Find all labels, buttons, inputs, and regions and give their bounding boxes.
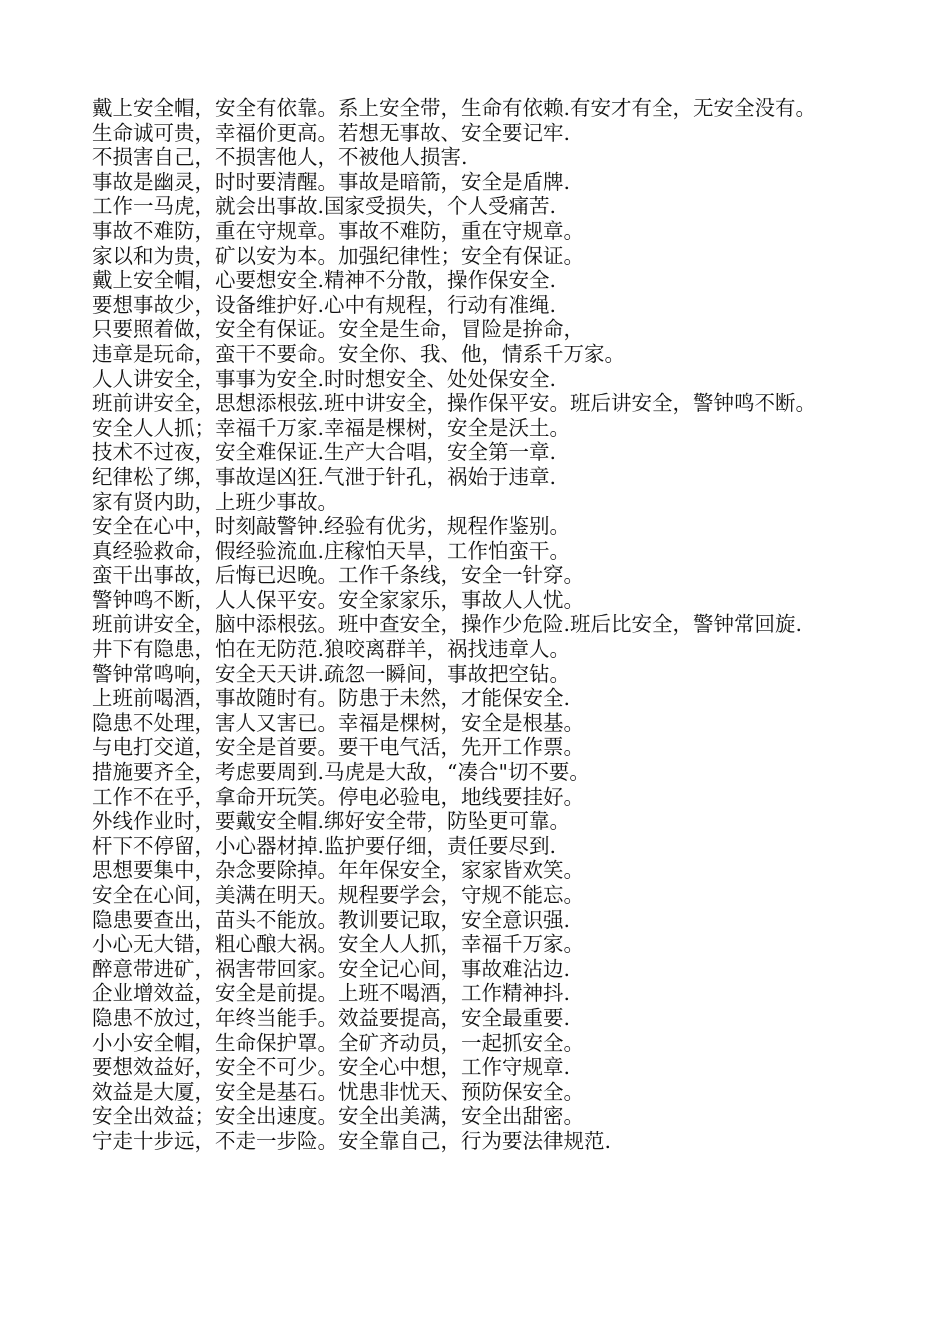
slogan-line: 安全人人抓；幸福千万家.幸福是棵树，安全是沃土。 [92, 415, 571, 440]
slogan-line: 戴上安全帽，安全有依靠。系上安全带，生命有依赖.有安才有全，无安全没有。 [92, 96, 817, 120]
slogan-line: 上班前喝酒，事故随时有。防患于未然，才能保安全. [92, 686, 571, 711]
slogan-line: 戴上安全帽，心要想安全.精神不分散，操作保安全. [92, 268, 557, 293]
slogan-line: 小心无大错，粗心酿大祸。安全人人抓，幸福千万家。 [92, 932, 584, 957]
slogan-line: 安全在心间，美满在明天。规程要学会，守规不能忘。 [92, 883, 584, 907]
document-body [92, 96, 862, 1154]
slogan-line: 要想事故少，设备维护好.心中有规程，行动有准绳. [92, 292, 557, 317]
slogan-line: 隐患要查出，苗头不能放。教训要记取，安全意识强. [92, 907, 571, 932]
slogan-line: 警钟鸣不断，人人保平安。安全家家乐，事故人人忧。 [92, 587, 584, 612]
slogan-line: 蛮干出事故，后悔已迟晚。工作千条线，安全一针穿。 [92, 563, 584, 588]
slogan-line: 安全出效益；安全出速度。安全出美满，安全出甜密。 [92, 1104, 584, 1129]
slogan-line: 外线作业时，要戴安全帽.绑好安全带，防坠更可靠。 [92, 809, 571, 834]
slogan-line: 隐患不放过，年终当能手。效益要提高，安全最重要. [92, 1005, 571, 1030]
slogan-line: 纪律松了绑，事故逞凶狂.气泄于针孔，祸始于违章. [92, 464, 557, 489]
slogan-line: 思想要集中，杂念要除掉。年年保安全，家家皆欢笑。 [92, 858, 584, 883]
slogan-line: 不损害自己，不损害他人，不被他人损害. [92, 145, 468, 170]
slogan-line: 要想效益好，安全不可少。安全心中想，工作守规章. [92, 1055, 571, 1080]
slogan-line: 醉意带进矿，祸害带回家。安全记心间，事故难沾边. [92, 956, 571, 981]
slogan-line: 警钟常鸣响，安全天天讲.疏忽一瞬间，事故把空钻。 [92, 661, 571, 686]
slogan-line: 安全在心中，时刻敲警钟.经验有优劣，规程作鉴别。 [92, 514, 571, 539]
slogan-line: 人人讲安全，事事为安全.时时想安全、处处保安全. [92, 366, 557, 391]
slogan-line: 与电打交道，安全是首要。要干电气活，先开工作票。 [92, 735, 584, 760]
slogan-line: 只要照着做，安全有保证。安全是生命，冒险是拚命， [92, 317, 584, 342]
slogan-line: 技术不过夜，安全难保证.生产大合唱，安全第一章. [92, 440, 557, 465]
slogan-line: 效益是大厦，安全是基石。忧患非忧天、预防保安全。 [92, 1079, 584, 1104]
slogan-line: 工作一马虎，就会出事故.国家受损失，个人受痛苦. [92, 194, 557, 219]
slogan-line: 杆下不停留，小心器材掉.监护要仔细，责任要尽到. [92, 833, 557, 858]
slogan-line: 班前讲安全，脑中添根弦。班中查安全，操作少危险.班后比安全，警钟常回旋. [92, 612, 803, 637]
slogan-line: 班前讲安全，思想添根弦.班中讲安全，操作保平安。班后讲安全，警钟鸣不断。 [92, 391, 817, 416]
slogan-line: 企业增效益，安全是前提。上班不喝酒，工作精神抖. [92, 981, 571, 1006]
slogan-line: 井下有隐患，怕在无防范.狼咬离群羊，祸找违章人。 [92, 637, 571, 662]
slogan-line: 家以和为贵，矿以安为本。加强纪律性；安全有保证。 [92, 243, 584, 268]
slogan-line: 小小安全帽，生命保护罩。全矿齐动员，一起抓安全。 [92, 1030, 584, 1055]
slogan-line: 宁走十步远，不走一步险。安全靠自己，行为要法律规范. [92, 1128, 612, 1153]
slogan-line: 生命诚可贵，幸福价更高。若想无事故、安全要记牢. [92, 120, 571, 145]
slogan-line: 事故是幽灵，时时要清醒。事故是暗箭，安全是盾牌. [92, 169, 571, 194]
slogan-line: 工作不在乎，拿命开玩笑。停电必验电，地线要挂好。 [92, 784, 584, 809]
slogan-line: 违章是玩命，蛮干不要命。安全你、我、他，情系千万家。 [92, 341, 625, 366]
slogan-line: 事故不难防，重在守规章。事故不难防，重在守规章。 [92, 218, 584, 243]
slogan-line: 真经验救命，假经验流血.庄稼怕天旱，工作怕蛮干。 [92, 538, 571, 563]
slogan-line: 隐患不处理，害人又害已。幸福是棵树，安全是根基。 [92, 710, 584, 735]
slogan-line: 家有贤内助，上班少事故。 [92, 489, 338, 514]
slogan-line: 措施要齐全，考虑要周到.马虎是大敌，“凑合"切不要。 [92, 760, 590, 785]
